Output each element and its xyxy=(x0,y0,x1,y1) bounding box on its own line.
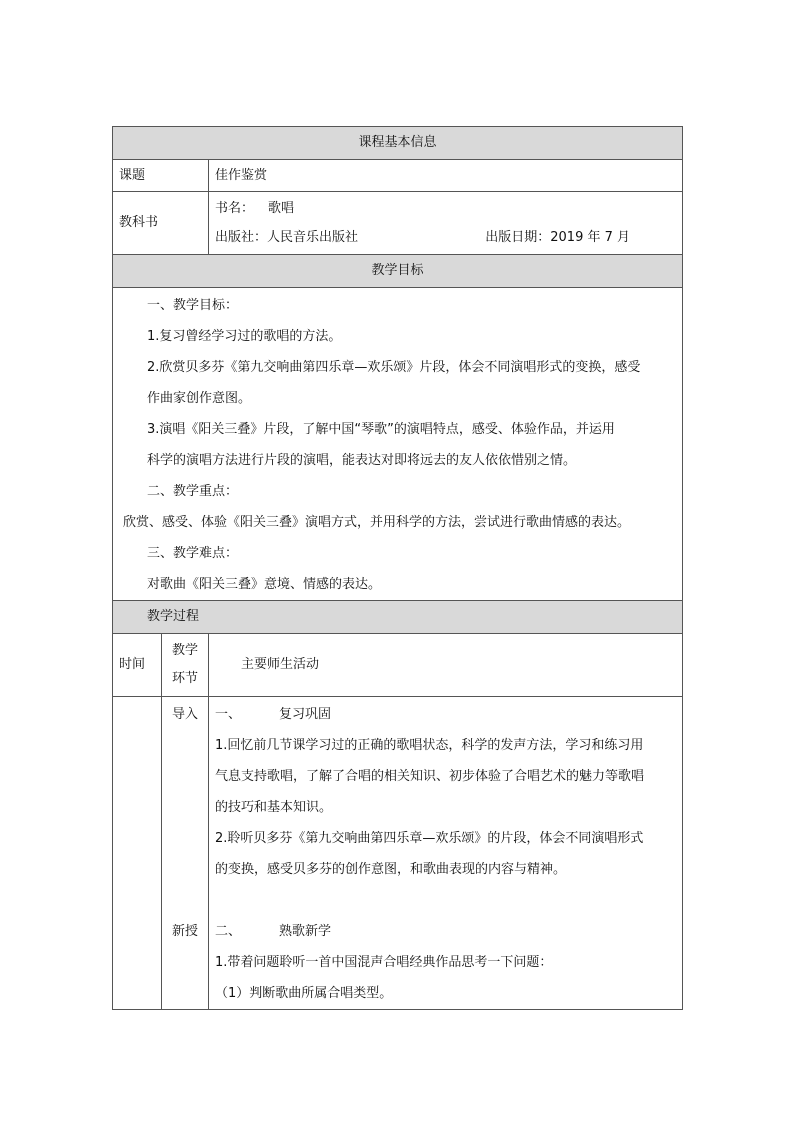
goal-3b: 科学的演唱方法进行片段的演唱，能表达对即将远去的友人依依惜别之情。 xyxy=(147,453,577,468)
activity-1a: 1.回忆前几节课学习过的正确的歌唱状态，科学的发声方法，学习和练习用 xyxy=(215,738,644,753)
activity-1c: 的技巧和基本知识。 xyxy=(215,800,333,815)
section-header-process: 教学过程 xyxy=(113,601,683,634)
col-header-time: 时间 xyxy=(113,634,162,697)
step-2-title: 熟歌新学 xyxy=(279,924,332,939)
book-name-line xyxy=(215,194,676,223)
activity-2b: 的变换，感受贝多芬的创作意图，和歌曲表现的内容与精神。 xyxy=(215,862,567,877)
step-2-heading xyxy=(215,916,676,947)
activity-cell xyxy=(209,697,683,1010)
stage-new: 新授 xyxy=(171,924,198,939)
activity-new-1: 1.带着问题聆听一首中国混声合唱经典作品思考一下问题： xyxy=(215,955,553,970)
activity-2a: 2.聆听贝多芬《第九交响曲第四乐章—欢乐颂》的片段，体会不同演唱形式 xyxy=(215,831,644,846)
goal-3a: 3.演唱《阳关三叠》片段，了解中国“琴歌”的演唱特点，感受、体验作品，并运用 xyxy=(147,422,615,437)
topic-label: 课题 xyxy=(113,160,209,192)
step-2-number: 二、 xyxy=(215,924,242,939)
publisher-label: 出版社： xyxy=(215,229,268,245)
stage-intro: 导入 xyxy=(171,707,198,722)
col-header-stage-line1: 教学 xyxy=(171,643,198,658)
lesson-plan-table xyxy=(112,126,683,1010)
activity-new-2: （1）判断歌曲所属合唱类型。 xyxy=(215,986,393,1001)
goals-content xyxy=(113,288,683,601)
activity-1b: 气息支持歌唱，了解了合唱的相关知识、初步体验了合唱艺术的魅力等歌唱 xyxy=(215,769,645,784)
textbook-info xyxy=(209,192,683,255)
pub-date-value: 2019 年 7 月 xyxy=(550,229,631,245)
publisher-line xyxy=(215,223,676,252)
section-header-basic-info: 课程基本信息 xyxy=(113,127,683,160)
goal-1: 1.复习曾经学习过的歌唱的方法。 xyxy=(147,329,342,344)
section-header-goals: 教学目标 xyxy=(113,255,683,288)
col-header-stage xyxy=(162,634,209,697)
col-header-stage-line2: 环节 xyxy=(171,671,198,686)
publisher-value: 人民音乐出版社 xyxy=(267,229,359,245)
stage-cell xyxy=(162,697,209,1010)
key-point-1: 欣赏、感受、体验《阳关三叠》演唱方式，并用科学的方法，尝试进行歌曲情感的表达。 xyxy=(123,515,631,530)
step-1-heading xyxy=(215,699,676,730)
time-cell xyxy=(113,697,162,1010)
pub-date-label: 出版日期： xyxy=(485,229,551,245)
textbook-label: 教科书 xyxy=(113,192,209,255)
book-name-value: 歌唱 xyxy=(268,200,295,216)
goals-heading-2: 二、教学重点： xyxy=(147,484,239,499)
topic-value: 佳作鉴赏 xyxy=(209,160,683,192)
difficulty-1: 对歌曲《阳关三叠》意境、情感的表达。 xyxy=(147,577,382,592)
goals-heading-1: 一、教学目标： xyxy=(147,298,239,313)
col-header-activity: 主要师生活动 xyxy=(209,634,683,697)
goal-2a: 2.欣赏贝多芬《第九交响曲第四乐章—欢乐颂》片段，体会不同演唱形式的变换，感受 xyxy=(147,360,641,375)
step-1-number: 一、 xyxy=(215,707,242,722)
book-name-label: 书名： xyxy=(215,200,255,216)
goals-heading-3: 三、教学难点： xyxy=(147,546,239,561)
step-1-title: 复习巩固 xyxy=(279,707,332,722)
goal-2b: 作曲家创作意图。 xyxy=(147,391,252,406)
